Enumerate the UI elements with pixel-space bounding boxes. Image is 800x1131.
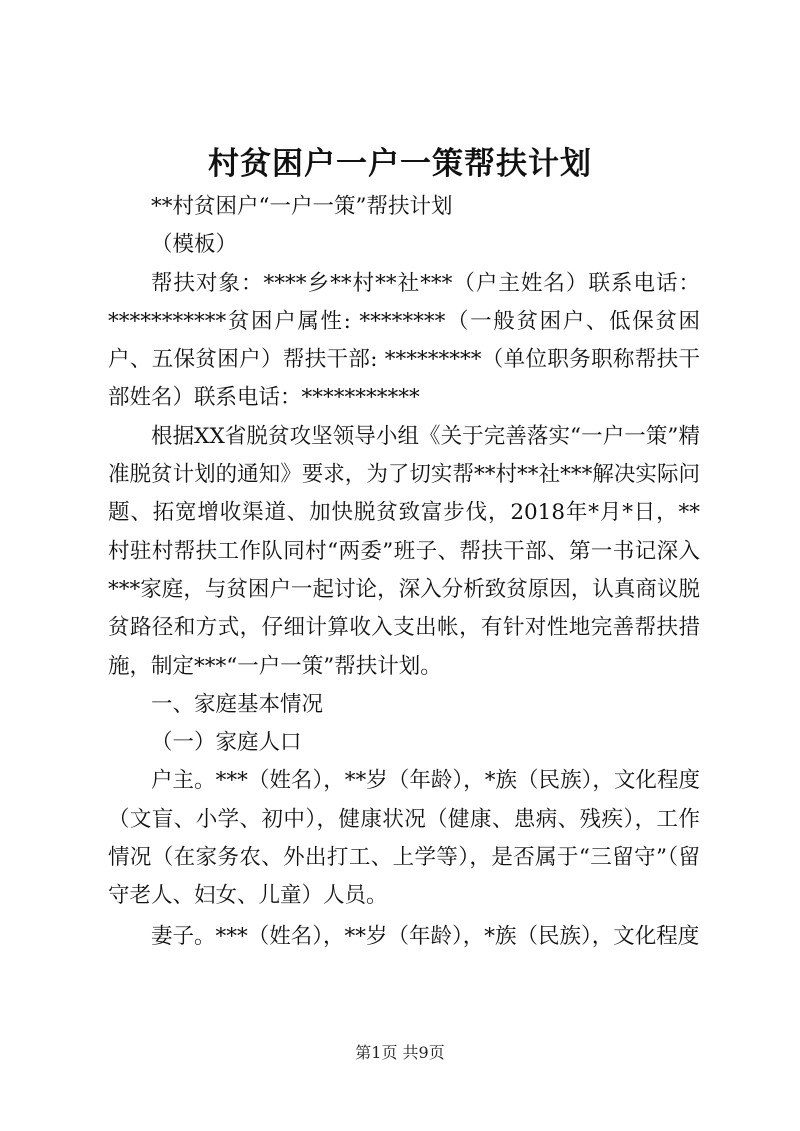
householder-paragraph: 户主。***（姓名），**岁（年龄），*族（民族），文化程度（文盲、小学、初中），健康状况（健康、患病、残疾），工作情况（在家务农、外出打工、上学等），是否属于“三留守”（留守老人、妇女、儿童）人员。 [108,768,700,909]
document-title: 村贫困户一户一策帮扶计划 [208,146,592,182]
page-number: 第1页 共9页 [355,1043,445,1062]
basis-paragraph: 根据XX省脱贫攻坚领导小组《关于完善落实“一户一策”精准脱贫计划的通知》要求，为了切实帮**村**社***解决实际问题、拓宽增收渠道、加快脱贫致富步伐，2018年*月*日，**村驻村帮扶工作队同村“两委”班子、帮扶干部、第一书记深入***家庭，与贫困户一起讨论，深入分析致贫原因，认真商议脱贫路径和方式，仔细计算收入支出帐，有针对性地完善帮扶措施，制定***“一户一策”帮扶计划。 [108,423,700,679]
document-body [108,188,700,956]
template-note: （模板） [151,232,238,258]
wife-paragraph: 妻子。***（姓名），**岁（年龄），*族（民族），文化程度 [151,923,700,949]
section-heading: 一、家庭基本情况 [151,691,324,717]
assistance-target-paragraph: 帮扶对象：****乡**村**社***（户主姓名）联系电话：***********贫困户属性: ********（一般贫困户、低保贫困户、五保贫困户）帮扶干部: *********（单位职务职称帮扶干部姓名）联系电话：*********** [108,270,700,411]
subsection-heading: （一）家庭人口 [151,730,302,756]
subtitle-paragraph: **村贫困户“一户一策”帮扶计划 [151,194,453,219]
